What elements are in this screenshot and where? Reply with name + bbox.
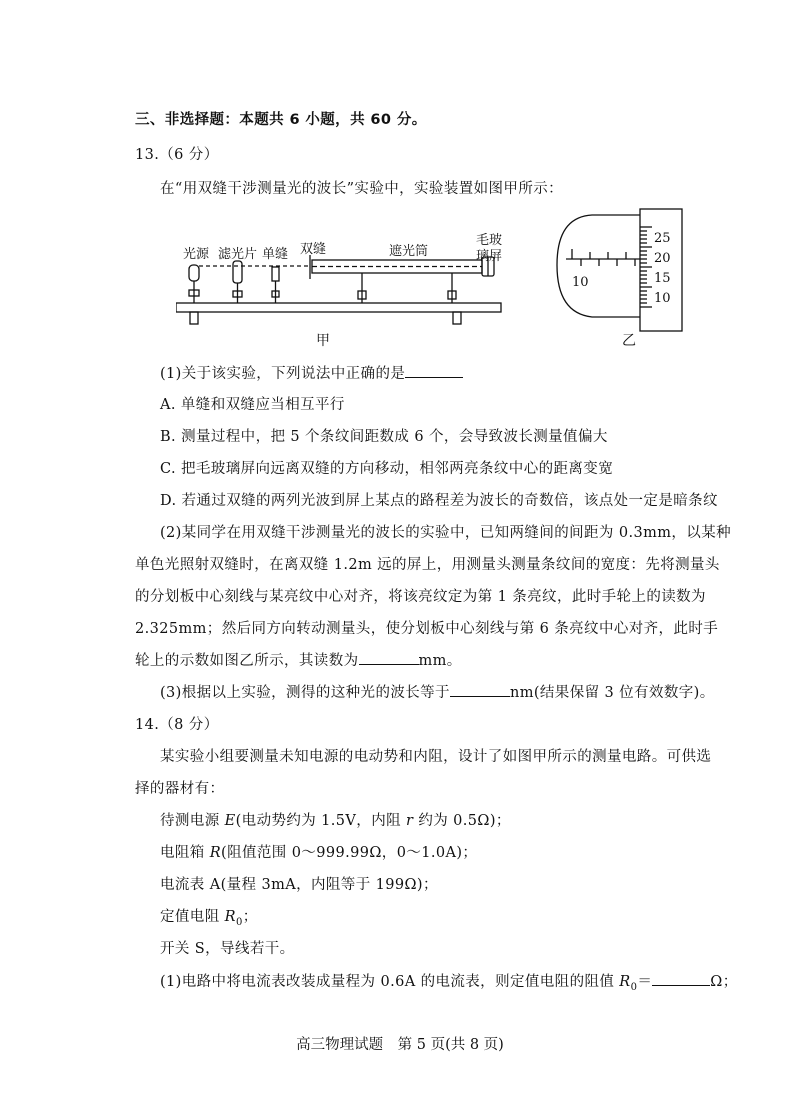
page-footer: 高三物理试题 第 5 页(共 8 页) xyxy=(296,1037,504,1053)
q14-intro-line2: 择的器材有： xyxy=(135,781,225,797)
q14-item-ammeter: 电流表 A(量程 3mA，内阻等于 199Ω)； xyxy=(160,877,438,893)
q13-part2-line5: 轮上的示数如图乙所示，其读数为 mm。 xyxy=(135,649,462,670)
label-screen-top: 毛玻 xyxy=(476,233,503,248)
q13-option-d: D. 若通过双缝的两列光波到屏上某点的路程差为波长的奇数倍，该点处一定是暗条纹 xyxy=(160,493,718,509)
drum-label-25: 25 xyxy=(654,231,671,246)
drum-label-15: 15 xyxy=(654,271,671,286)
q13-part2-line4: 2.325mm；然后同方向转动测量头，使分划板中心刻线与第 6 条亮纹中心对齐，此时手 xyxy=(135,621,719,637)
label-screen-bottom: 璃屏 xyxy=(476,249,503,264)
drum-label-20: 20 xyxy=(654,251,671,266)
micrometer-figure xyxy=(552,205,712,335)
figure-caption-yi: 乙 xyxy=(622,333,636,349)
label-tube: 遮光筒 xyxy=(389,244,429,259)
q13-option-a: A. 单缝和双缝应当相互平行 xyxy=(160,397,345,413)
label-single-slit: 单缝 xyxy=(262,247,289,262)
answer-blank-1[interactable] xyxy=(405,363,463,378)
q13-option-c: C. 把毛玻璃屏向远离双缝的方向移动，相邻两亮条纹中心的距离变宽 xyxy=(160,461,614,477)
q13-part2-line2: 单色光照射双缝时，在离双缝 1.2m 远的屏上，用测量头测量条纹间的宽度：先将测量头 xyxy=(135,557,720,573)
q14-header: 14.（8 分） xyxy=(135,717,219,733)
q13-part1: (1)关于该实验，下列说法中正确的是 xyxy=(160,362,463,383)
drum-label-10: 10 xyxy=(654,291,671,306)
q13-option-b: B. 测量过程中，把 5 个条纹间距数成 6 个，会导致波长测量值偏大 xyxy=(160,429,608,445)
bench-leg-right xyxy=(453,312,461,324)
q14-item-resistance-box: 电阻箱 R(阻值范围 0～999.99Ω，0～1.0A)； xyxy=(160,845,478,861)
label-light-source: 光源 xyxy=(183,247,210,262)
section-title: 三、非选择题：本题共 6 小题，共 60 分。 xyxy=(135,112,427,128)
q13-header: 13.（6 分） xyxy=(135,147,219,163)
q14-item-fixed-resistor: 定值电阻 $R_0$； xyxy=(160,909,258,928)
main-scale-label: 10 xyxy=(572,275,589,290)
q14-part1: (1)电路中将电流表改装成量程为 0.6A 的电流表，则定值电阻的阻值 $R_0= \Omega$； xyxy=(160,970,738,993)
q14-item-switch: 开关 S，导线若干。 xyxy=(160,941,295,957)
filter-element xyxy=(233,261,242,283)
q14-intro-line1: 某实验小组要测量未知电源的电动势和内阻，设计了如图甲所示的测量电路。可供选 xyxy=(160,749,712,765)
optical-bench-rail xyxy=(176,303,501,312)
single-slit-element xyxy=(272,267,279,281)
q13-intro: 在“用双缝干涉测量光的波长”实验中，实验装置如图甲所示： xyxy=(160,181,564,197)
figure-caption-jia: 甲 xyxy=(316,333,330,349)
q14-item-source: 待测电源 E(电动势约为 1.5V，内阻 r 约为 0.5Ω)； xyxy=(160,813,511,829)
answer-blank-4[interactable] xyxy=(652,971,710,986)
light-source-lamp xyxy=(189,265,199,281)
answer-blank-2[interactable] xyxy=(359,650,419,665)
label-filter: 滤光片 xyxy=(218,247,258,262)
q13-part3: (3)根据以上实验，测得的这种光的波长等于 nm(结果保留 3 位有效数字)。 xyxy=(160,681,715,702)
bench-leg-left xyxy=(190,312,198,324)
q13-part2-line3: 的分划板中心刻线与某亮纹中心对齐，将该亮纹定为第 1 条亮纹，此时手轮上的读数为 xyxy=(135,589,706,605)
answer-blank-3[interactable] xyxy=(450,682,510,697)
q13-part2-line1: (2)某同学在用双缝干涉测量光的波长的实验中，已知两缝间的间距为 0.3mm，以某种 xyxy=(160,525,732,541)
label-double-slit: 双缝 xyxy=(300,242,327,257)
